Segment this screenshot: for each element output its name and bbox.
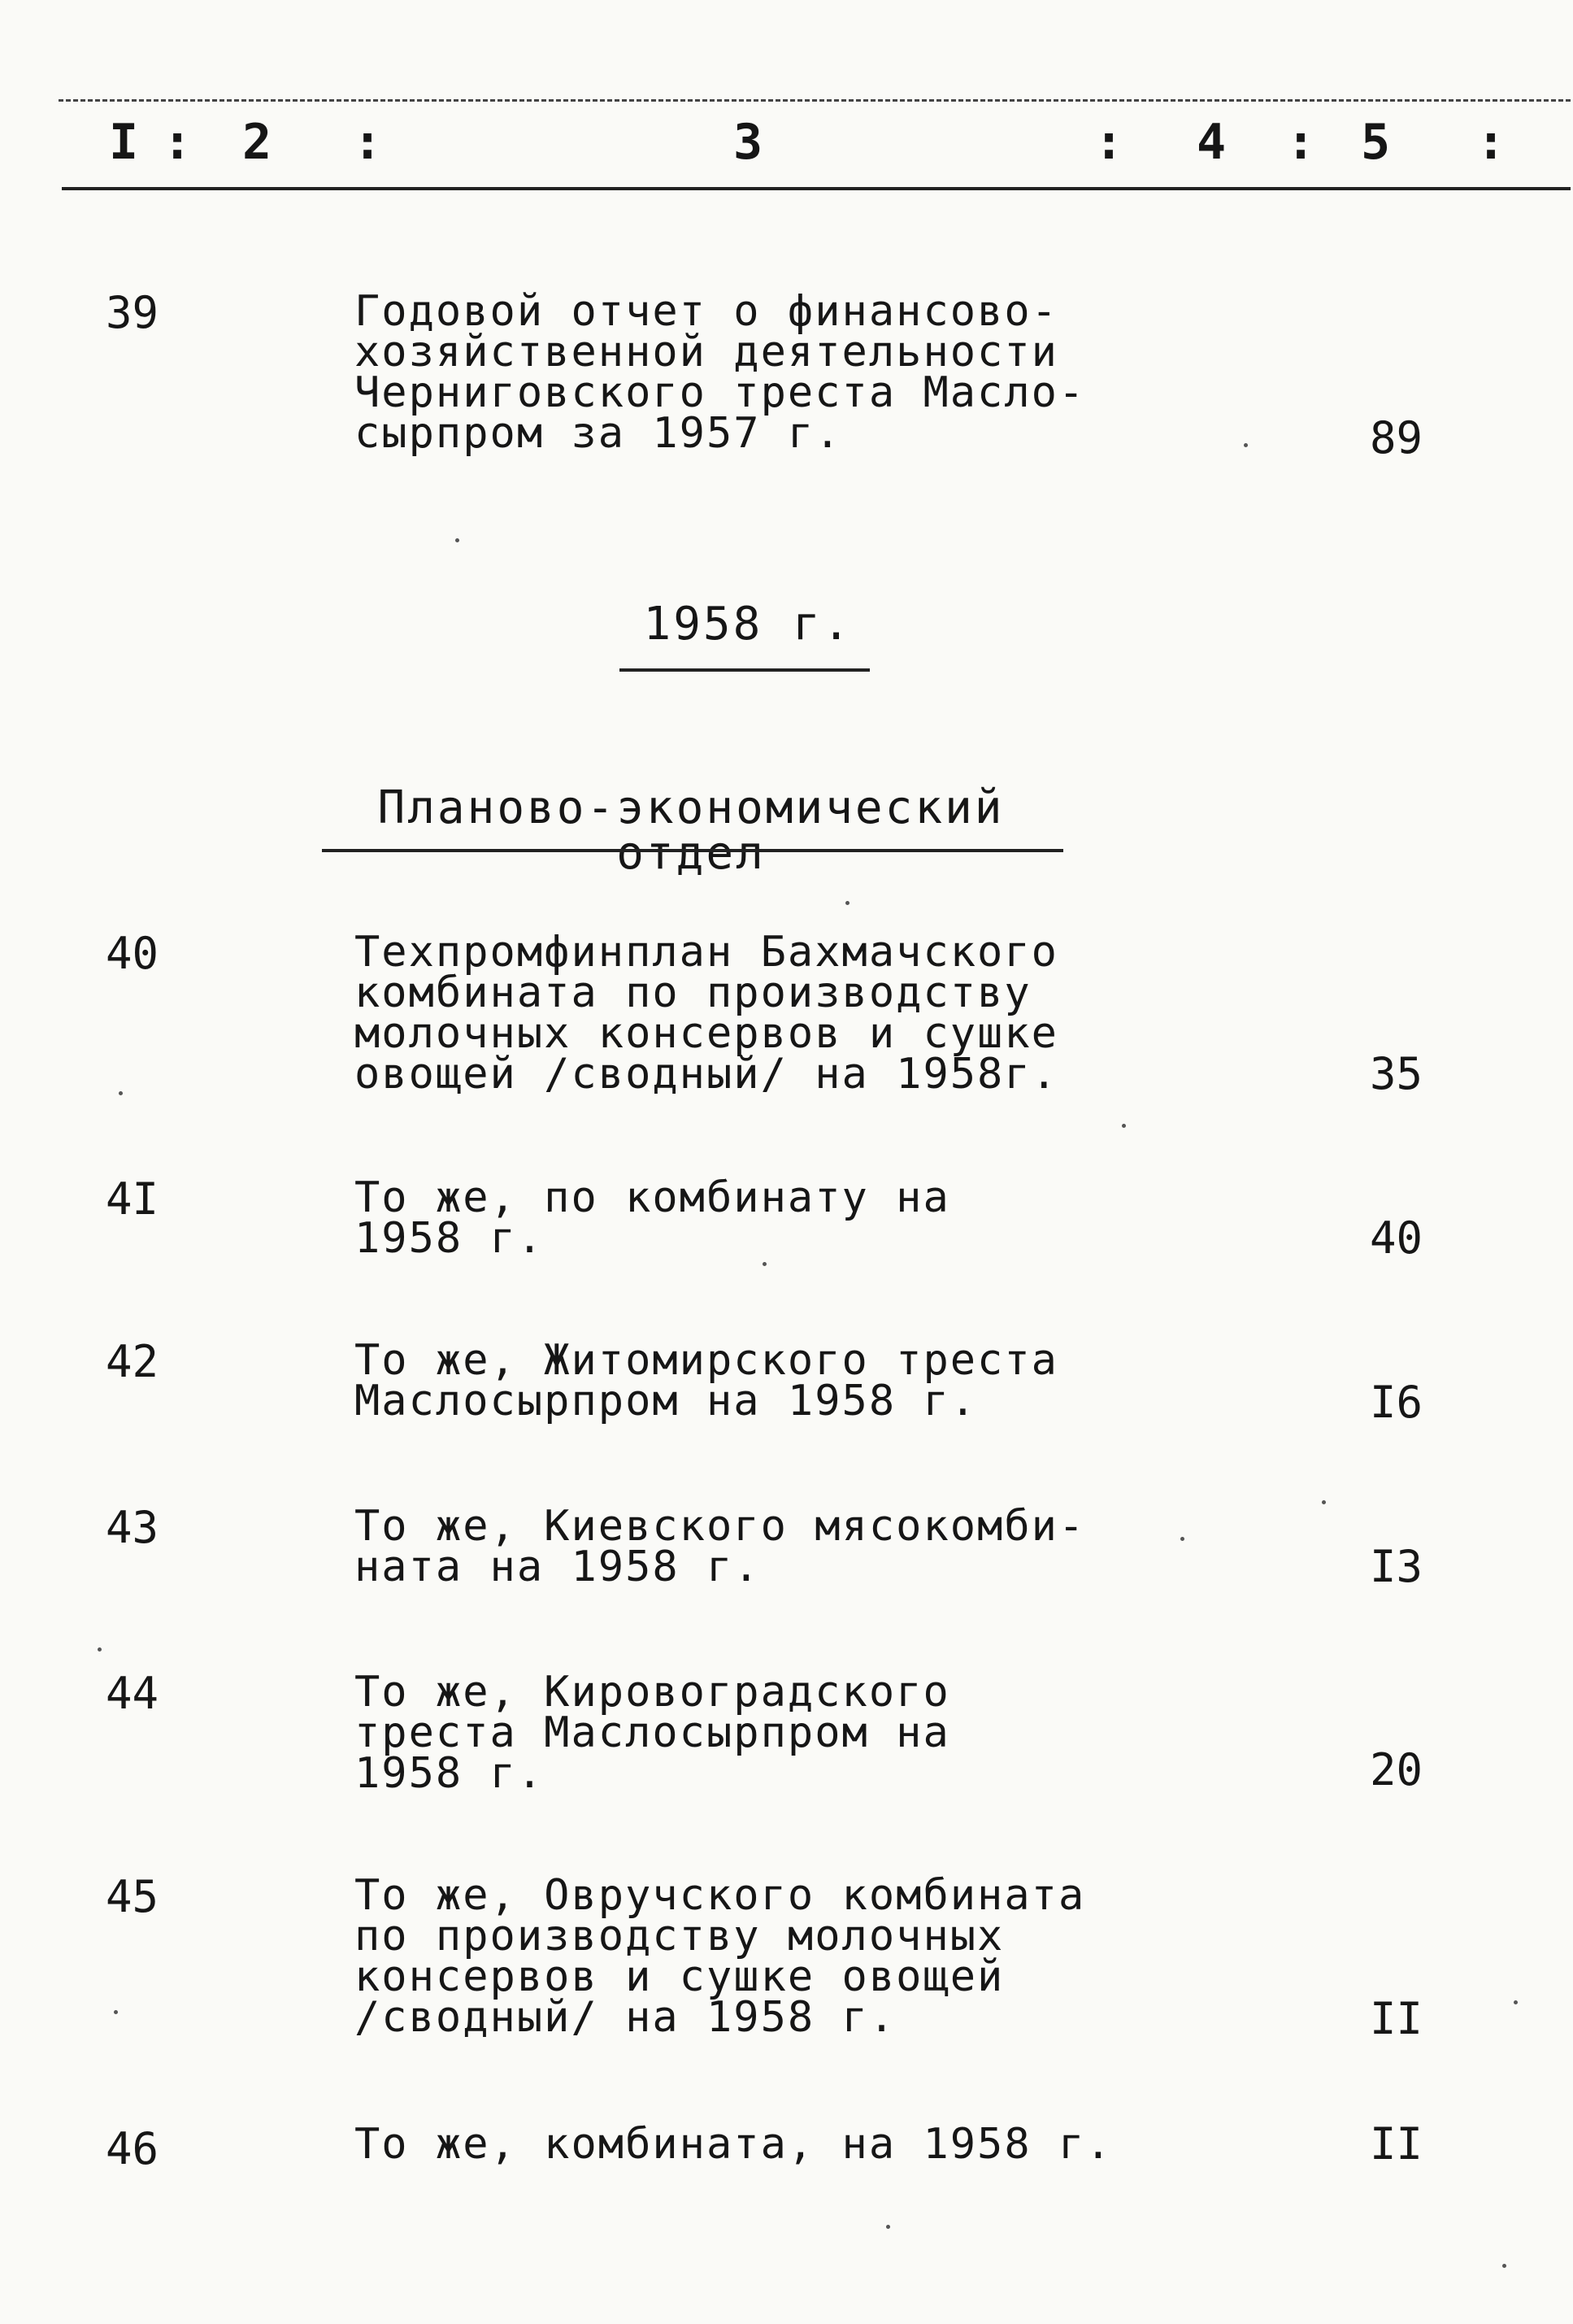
entry-sheet-count: 20 — [1369, 1744, 1423, 1795]
entry-sheet-count: II — [1369, 1993, 1423, 2044]
entry-title: Техпромфинплан Бахмачского комбината по производству молочных консервов и сушке овощей /сводный/ на 1958г. — [354, 928, 1058, 1099]
header-top-rule — [59, 99, 1571, 102]
scan-speck — [1322, 1500, 1326, 1504]
scan-speck — [886, 2225, 890, 2229]
scan-speck — [1122, 1124, 1126, 1128]
scan-speck — [1502, 2264, 1506, 2268]
entry-title: То же, Овручского комбината по производству молочных консервов и сушке овощей /сводный/ на 1958 г. — [354, 1871, 1086, 2042]
entry-sheet-count: 35 — [1369, 1048, 1423, 1099]
entry-number: 45 — [106, 1871, 159, 1922]
entry-number: 43 — [106, 1502, 159, 1553]
entry-number: 44 — [106, 1668, 159, 1719]
scan-speck — [119, 1091, 123, 1095]
section-heading: Планово-экономический отдел — [377, 781, 1005, 880]
header-col-3: 3 — [733, 114, 763, 171]
entry-number: 40 — [106, 928, 159, 979]
entry-sheet-count: II — [1369, 2118, 1423, 2170]
entry-title: То же, Киевского мясокомби- ната на 1958 г. — [354, 1502, 1086, 1591]
header-col-2: 2 — [242, 114, 272, 171]
entry-number: 39 — [106, 287, 159, 338]
year-heading-underline — [619, 668, 870, 672]
entry-sheet-count: I3 — [1369, 1541, 1423, 1592]
entry-sheet-count: I6 — [1369, 1377, 1423, 1428]
entry-title: То же, Кировоградского треста Маслосырпром на 1958 г. — [354, 1668, 950, 1798]
scan-speck — [1514, 2000, 1518, 2004]
header-separator: : — [353, 114, 383, 171]
entry-number: 4I — [106, 1173, 159, 1225]
entry-number: 46 — [106, 2123, 159, 2174]
scan-speck — [455, 538, 459, 542]
header-col-5: 5 — [1361, 114, 1391, 171]
scan-speck — [1244, 443, 1248, 447]
entry-title: То же, по комбинату на 1958 г. — [354, 1173, 950, 1263]
entry-number: 42 — [106, 1336, 159, 1387]
entry-title: Годовой отчет о финансово- хозяйственной деятельности Черниговского треста Масло- сырпром за 1957 г. — [354, 287, 1086, 458]
header-bottom-rule — [62, 187, 1571, 190]
entry-sheet-count: 89 — [1369, 412, 1423, 463]
section-heading-underline — [322, 849, 1063, 852]
scan-speck — [98, 1647, 102, 1652]
header-col-4: 4 — [1197, 114, 1227, 171]
scan-speck — [763, 1262, 767, 1266]
header-separator: : — [1094, 114, 1124, 171]
entry-title: То же, комбината, на 1958 г. — [354, 2120, 1113, 2169]
entry-sheet-count: 40 — [1369, 1212, 1423, 1264]
scan-speck — [1180, 1537, 1184, 1541]
scan-speck — [114, 2010, 118, 2014]
header-separator: : — [1476, 114, 1506, 171]
header-col-1: I — [109, 114, 139, 171]
entry-title: То же, Житомирского треста Маслосырпром на 1958 г. — [354, 1336, 1058, 1425]
year-heading: 1958 г. — [643, 598, 853, 651]
header-separator: : — [163, 114, 193, 171]
scan-speck — [845, 901, 850, 905]
header-separator: : — [1286, 114, 1316, 171]
